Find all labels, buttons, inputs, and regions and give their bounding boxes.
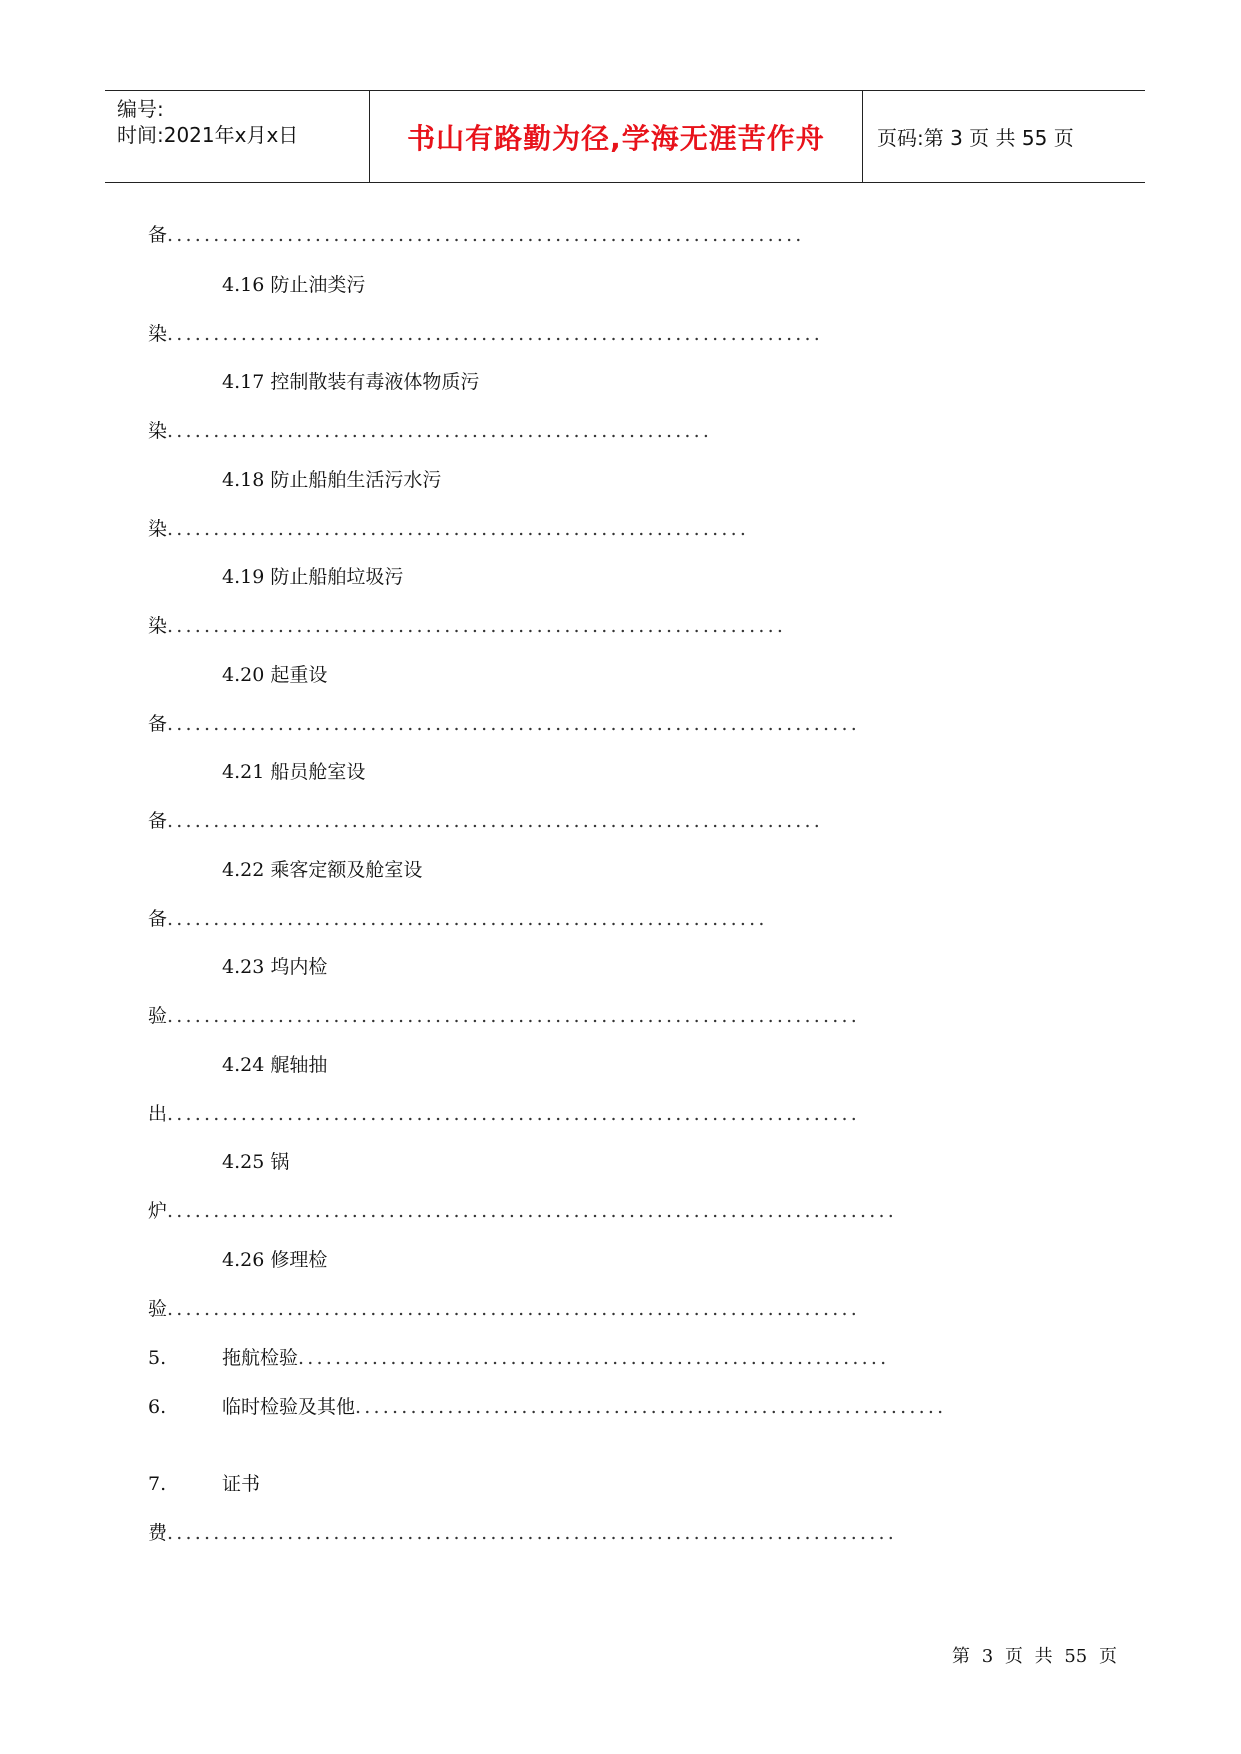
toc-line: 染....................................................................... (148, 323, 824, 345)
header-page-cell (863, 91, 1145, 182)
toc-entry-title: 4.24 艉轴抽 (222, 1054, 328, 1076)
time-label: 时间:2021年x月x日 (117, 123, 299, 147)
toc-line: 备....................................................................... (148, 810, 824, 832)
toc-entry-title: 4.16 防止油类污 (222, 274, 366, 296)
toc-line: 费............................................................................... (148, 1522, 897, 1544)
toc-line: 验........................................................................... (148, 1005, 860, 1027)
toc-line: 染........................................................... (148, 420, 713, 442)
toc-line: 备................................................................. (148, 908, 768, 930)
toc-line: 染............................................................... (148, 518, 750, 540)
toc-entry-title: 4.23 坞内检 (222, 956, 328, 978)
toc-entry-title: 4.25 锅 (222, 1151, 290, 1173)
toc-line: 临时检验及其他................................................................ (222, 1396, 947, 1418)
toc-section-number: 7. (148, 1473, 167, 1495)
motto-text: 书山有路勤为径,学海无涯苦作舟 (407, 121, 825, 155)
toc-line: 出........................................................................... (148, 1103, 860, 1125)
toc-entry-title: 4.26 修理检 (222, 1249, 328, 1271)
header-motto-cell (370, 91, 863, 182)
header-page-label: 页码:第 3 页 共 55 页 (877, 126, 1074, 150)
toc-line: 染................................................................... (148, 615, 787, 637)
toc-entry-title: 4.20 起重设 (222, 664, 328, 686)
toc-line: 验........................................................................... (148, 1298, 860, 1320)
document-header (105, 90, 1145, 183)
toc-section-number: 6. (148, 1396, 167, 1418)
toc-line: 备........................................................................... (148, 713, 860, 735)
toc-entry-title: 4.21 船员舱室设 (222, 761, 366, 783)
toc-entry-title: 4.18 防止船舶生活污水污 (222, 469, 442, 491)
toc-line: 拖航检验................................................................ (222, 1347, 890, 1369)
toc-entry-title: 证书 (222, 1473, 261, 1495)
toc-line: 备..................................................................... (148, 224, 805, 246)
toc-section-number: 5. (148, 1347, 167, 1369)
toc-entry-title: 4.17 控制散装有毒液体物质污 (222, 371, 480, 393)
number-label: 编号: (117, 97, 164, 121)
toc-line: 炉............................................................................... (148, 1200, 897, 1222)
toc-entry-title: 4.19 防止船舶垃圾污 (222, 566, 404, 588)
header-left-cell (105, 91, 370, 182)
page-footer: 第 3 页 共 55 页 (952, 1646, 1117, 1667)
toc-entry-title: 4.22 乘客定额及舱室设 (222, 859, 423, 881)
